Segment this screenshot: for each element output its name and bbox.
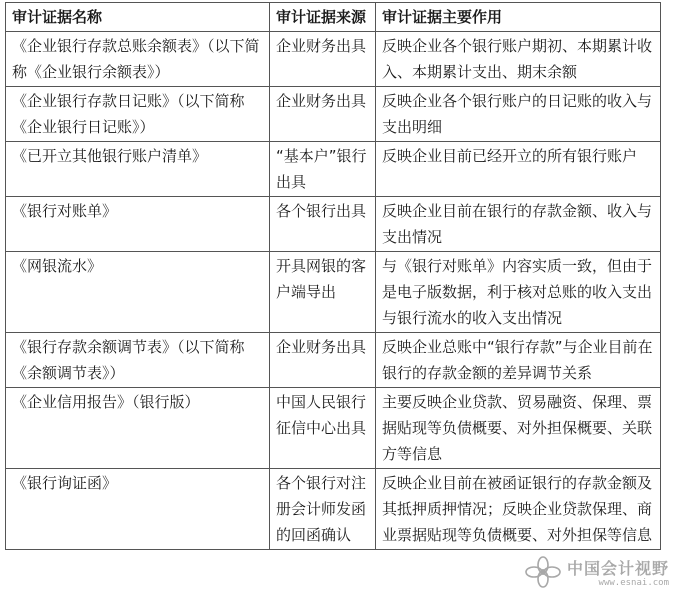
cell-evidence-name: 《已开立其他银行账户清单》 — [6, 142, 270, 197]
cell-evidence-name: 《网银流水》 — [6, 252, 270, 333]
cell-evidence-source: “基本户”银行出具 — [270, 142, 376, 197]
cell-evidence-name: 《银行存款余额调节表》（以下简称《余额调节表》） — [6, 333, 270, 388]
cell-evidence-name: 《企业信用报告》（银行版） — [6, 388, 270, 469]
cell-evidence-purpose: 反映企业目前已经开立的所有银行账户 — [376, 142, 661, 197]
cell-evidence-source: 各个银行出具 — [270, 197, 376, 252]
table-row — [6, 333, 661, 388]
cell-evidence-source: 企业财务出具 — [270, 87, 376, 142]
cell-evidence-source: 中国人民银行征信中心出具 — [270, 388, 376, 469]
cell-evidence-source: 企业财务出具 — [270, 333, 376, 388]
cell-evidence-purpose: 与《银行对账单》内容实质一致，但由于是电子版数据，利于核对总账的收入支出与银行流水的收入支出情况 — [376, 252, 661, 333]
cell-evidence-name: 《银行对账单》 — [6, 197, 270, 252]
table-row — [6, 142, 661, 197]
header-evidence-purpose: 审计证据主要作用 — [376, 3, 661, 32]
table-row — [6, 388, 661, 469]
flower-logo-icon — [523, 555, 563, 589]
cell-evidence-purpose: 反映企业各个银行账户期初、本期累计收入、本期累计支出、期末余额 — [376, 32, 661, 87]
cell-evidence-name: 《企业银行存款日记账》（以下简称《企业银行日记账》） — [6, 87, 270, 142]
table-row — [6, 32, 661, 87]
header-evidence-source: 审计证据来源 — [270, 3, 376, 32]
cell-evidence-source: 开具网银的客户端导出 — [270, 252, 376, 333]
cell-evidence-name: 《银行询证函》 — [6, 469, 270, 550]
table-row — [6, 469, 661, 550]
watermark-site-url: www.esnai.com — [598, 578, 669, 588]
table-row — [6, 87, 661, 142]
site-watermark — [523, 555, 669, 589]
cell-evidence-name: 《企业银行存款总账余额表》（以下简称《企业银行余额表》） — [6, 32, 270, 87]
cell-evidence-purpose: 主要反映企业贷款、贸易融资、保理、票据贴现等负债概要、对外担保概要、关联方等信息 — [376, 388, 661, 469]
cell-evidence-purpose: 反映企业目前在被函证银行的存款金额及其抵押质押情况；反映企业贷款保理、商业票据贴现等负债概要、对外担保等信息 — [376, 469, 661, 550]
cell-evidence-purpose: 反映企业各个银行账户的日记账的收入与支出明细 — [376, 87, 661, 142]
watermark-site-name: 中国会计视野 — [566, 559, 669, 578]
table-row — [6, 197, 661, 252]
table-header-row — [6, 3, 661, 32]
cell-evidence-source: 各个银行对注册会计师发函的回函确认 — [270, 469, 376, 550]
header-evidence-name: 审计证据名称 — [6, 3, 270, 32]
cell-evidence-purpose: 反映企业总账中“银行存款”与企业目前在银行的存款金额的差异调节关系 — [376, 333, 661, 388]
table-row — [6, 252, 661, 333]
cell-evidence-source: 企业财务出具 — [270, 32, 376, 87]
audit-evidence-table — [5, 2, 661, 550]
cell-evidence-purpose: 反映企业目前在银行的存款金额、收入与支出情况 — [376, 197, 661, 252]
